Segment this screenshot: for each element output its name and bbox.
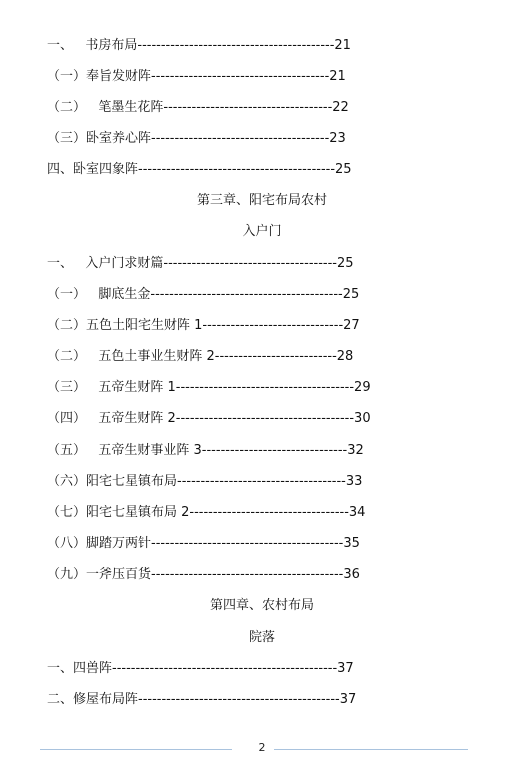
toc-entry: （三）卧室养心阵--------------------------------------23 — [47, 131, 346, 146]
page-number: 2 — [258, 741, 266, 754]
toc-entry: （五） 五帝生财事业阵 3-------------------------------32 — [47, 443, 364, 458]
toc-entry: 一、 入户门求财篇-------------------------------------25 — [47, 256, 354, 271]
toc-entry: 二、修屋布局阵-------------------------------------------37 — [47, 692, 357, 707]
toc-entry: （九）一斧压百货-----------------------------------------36 — [47, 567, 360, 582]
toc-entry: 一、四兽阵------------------------------------------------37 — [47, 661, 354, 676]
toc-entry: （六）阳宅七星镇布局------------------------------------33 — [47, 474, 363, 489]
toc-entry: （一）奉旨发财阵--------------------------------------21 — [47, 69, 346, 84]
toc-entry: （八）脚踏万两针-----------------------------------------35 — [47, 536, 360, 551]
toc-entry: （二） 五色土事业生财阵 2--------------------------28 — [47, 349, 354, 364]
chapter-heading: 第四章、农村布局 — [209, 598, 314, 613]
toc-entry: 一、 书房布局------------------------------------------21 — [47, 38, 351, 53]
toc-entry: （一） 脚底生金-----------------------------------------25 — [47, 287, 360, 302]
section-heading: 院落 — [248, 630, 275, 645]
toc-entry: （二） 笔墨生花阵------------------------------------22 — [47, 100, 349, 115]
toc-entry: （三） 五帝生财阵 1--------------------------------------29 — [47, 380, 371, 395]
toc-entry: （四） 五帝生财阵 2--------------------------------------30 — [47, 411, 371, 426]
toc-entry: 四、卧室四象阵------------------------------------------25 — [47, 162, 352, 177]
toc-entry: （七）阳宅七星镇布局 2----------------------------------34 — [47, 505, 366, 520]
toc-entry: （二）五色土阳宅生财阵 1------------------------------27 — [47, 318, 360, 333]
chapter-heading: 第三章、阳宅布局农村 — [196, 193, 327, 208]
footer-rule-right — [274, 749, 468, 750]
section-heading: 入户门 — [242, 224, 282, 239]
